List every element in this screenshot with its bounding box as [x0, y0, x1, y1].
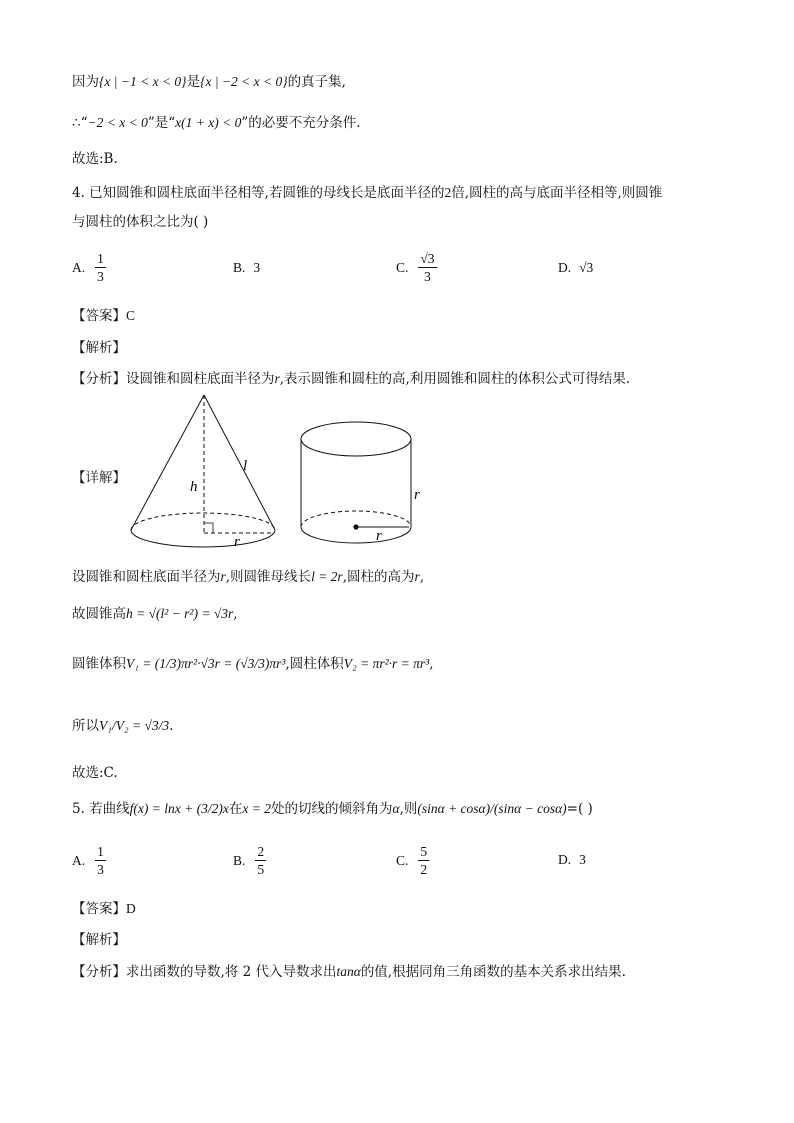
q4-choice: 故选:C. — [72, 765, 118, 781]
text: . — [169, 718, 174, 734]
fraction — [418, 250, 436, 285]
option-label: B. — [233, 260, 246, 275]
text: 是 — [186, 74, 201, 90]
text: ,则圆锥母线长 — [225, 569, 312, 585]
line-subset — [72, 72, 346, 92]
q5-stem — [72, 799, 593, 819]
q5-option-a[interactable] — [72, 843, 108, 878]
fig-label-r-cone: r — [234, 534, 240, 550]
denominator: 5 — [257, 862, 265, 877]
text: 的真子集, — [287, 74, 346, 90]
text: =( ) — [566, 801, 593, 817]
option-label: D. — [558, 852, 572, 867]
text: 所以 — [72, 718, 99, 734]
numerator: √3 — [420, 251, 435, 266]
fraction — [255, 843, 266, 878]
fig-label-l: l — [243, 458, 248, 474]
text: 因为 — [72, 74, 99, 90]
option-label: A. — [72, 852, 86, 868]
denominator: 3 — [97, 862, 104, 877]
text: , — [429, 656, 434, 672]
text: 在 — [228, 801, 243, 817]
q5-analysis-tag: 【解析】 — [72, 932, 126, 948]
denominator: 2 — [420, 862, 428, 877]
answer-value: C — [126, 308, 136, 323]
text: 4. 已知圆锥和圆柱底面半径相等,若圆锥的母线长是底面半径的 — [72, 185, 445, 201]
var-r: r — [220, 569, 226, 584]
q5-answer — [72, 899, 136, 919]
fenxi-tag: 【分析】 — [72, 371, 126, 387]
text: 的值,根据同角三角函数的基本关系求出结果. — [360, 964, 626, 980]
q4-fenxi — [72, 369, 630, 389]
cone — [131, 395, 275, 547]
fenxi-tag: 【分析】 — [72, 964, 126, 980]
fig-label-r-cyl: r — [376, 528, 382, 544]
q4-answer — [72, 306, 135, 326]
inequality-b: x(1 + x) < 0 — [175, 115, 242, 130]
cone-cylinder-figure — [124, 388, 424, 564]
choice-line-b: 故选:B. — [72, 151, 118, 167]
text: 求出函数的导数,将 2 代入导数求出 — [126, 964, 337, 980]
q4-option-b[interactable] — [233, 260, 260, 276]
numerator: 2 — [257, 844, 265, 859]
q4-step2 — [72, 604, 238, 624]
inequality-a: −2 < x < 0 — [87, 115, 148, 130]
q4-stem-line2: 与圆柱的体积之比为( ) — [72, 214, 209, 230]
answer-tag: 【答案】 — [72, 901, 126, 917]
text: 设圆锥和圆柱底面半径为 — [72, 569, 221, 585]
option-value: √3 — [579, 260, 594, 275]
q5-option-d[interactable] — [558, 852, 586, 868]
q4-step1 — [72, 567, 424, 587]
text: 处的切线的倾斜角为 — [270, 801, 393, 817]
text: , — [233, 606, 238, 622]
tan-alpha: tanα — [336, 964, 361, 979]
text: ∴“ — [72, 115, 88, 131]
answer-tag: 【答案】 — [72, 308, 126, 324]
var-alpha: α — [392, 801, 400, 816]
denominator: 3 — [97, 269, 104, 284]
numerator: 1 — [97, 251, 104, 266]
text: 设圆锥和圆柱底面半径为 — [126, 371, 275, 387]
option-label: A. — [72, 259, 86, 275]
option-value: 3 — [253, 260, 261, 275]
option-label: C. — [396, 852, 409, 868]
option-value: 3 — [579, 852, 586, 867]
point-x: x = 2 — [242, 801, 271, 816]
option-label: B. — [233, 852, 246, 868]
text: 5. 若曲线 — [72, 801, 130, 817]
q4-analysis-tag: 【解析】 — [72, 340, 126, 356]
q5-option-c[interactable] — [396, 843, 431, 878]
set-a: {x | −1 < x < 0} — [99, 74, 187, 89]
fraction — [95, 843, 106, 878]
numerator: 1 — [97, 844, 104, 859]
text: ,圆柱体积 — [285, 656, 344, 672]
formula-h: h = √(l² − r²) = √3r — [126, 606, 234, 621]
number: 2 — [444, 185, 452, 200]
denominator: 3 — [424, 269, 431, 284]
formula-ratio: (sinα + cosα)/(sinα − cosα) — [417, 801, 567, 816]
fig-label-h: h — [190, 479, 198, 495]
q4-step4 — [72, 716, 173, 736]
cylinder-center-dot — [353, 524, 358, 529]
q4-detail-tag: 【详解】 — [72, 470, 126, 486]
text: , — [419, 569, 425, 585]
fig-label-r-height: r — [414, 487, 420, 503]
q5-option-b[interactable] — [233, 843, 268, 878]
q4-stem-line1 — [72, 183, 662, 203]
formula-ratio: V₁/V₂ = √3/3 — [99, 718, 170, 733]
text: 倍,圆柱的高与底面半径相等,则圆锥 — [451, 185, 663, 201]
formula-v1: V₁ = (1/3)πr²·√3r = (√3/3)πr³ — [126, 656, 286, 671]
numerator: 5 — [420, 844, 428, 859]
var-r: r — [414, 569, 420, 584]
text: ”的必要不充分条件. — [241, 115, 361, 131]
fraction — [418, 843, 429, 878]
line-condition — [72, 113, 361, 133]
q4-step3 — [72, 654, 433, 674]
q4-option-c[interactable] — [396, 250, 439, 285]
text: ,则 — [399, 801, 418, 817]
fraction — [95, 250, 106, 285]
q4-option-d[interactable] — [558, 260, 593, 276]
q5-fenxi — [72, 962, 626, 982]
text: ,表示圆锥和圆柱的高,利用圆锥和圆柱的体积公式可得结果. — [279, 371, 631, 387]
q4-option-a[interactable] — [72, 250, 108, 285]
formula-v2: V₂ = πr²·r = πr³ — [343, 656, 430, 671]
text: ”是“ — [147, 115, 176, 131]
function-f: f(x) = lnx + (3/2)x — [129, 801, 229, 816]
answer-value: D — [126, 901, 136, 916]
text: 圆锥体积 — [72, 656, 126, 672]
set-b: {x | −2 < x < 0} — [200, 74, 288, 89]
var-r: r — [274, 371, 280, 386]
text: ,圆柱的高为 — [342, 569, 415, 585]
formula-l: l = 2r — [311, 569, 343, 584]
option-label: D. — [558, 260, 572, 275]
text: 故圆锥高 — [72, 606, 126, 622]
option-label: C. — [396, 259, 409, 275]
